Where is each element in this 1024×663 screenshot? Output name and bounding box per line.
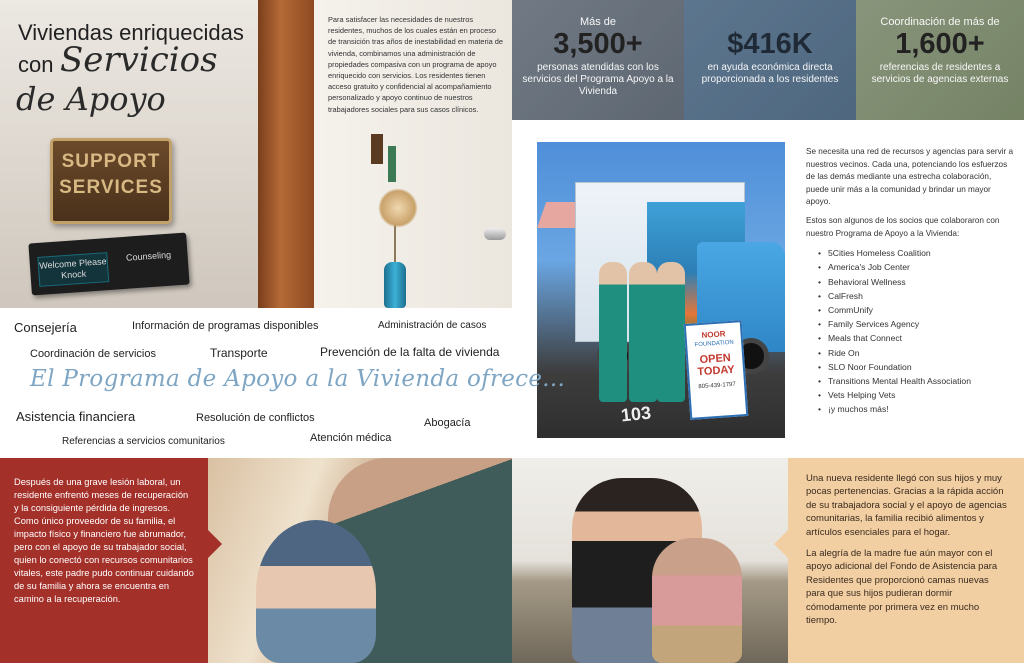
service-counseling: Consejería (14, 320, 77, 335)
staff-person (629, 262, 657, 402)
sign-counseling: Counseling (125, 249, 172, 263)
hero-title-script1: Servicios (60, 40, 218, 80)
stat-value: $416K (727, 28, 813, 60)
stat-referrals (856, 0, 1024, 120)
sign-phone: 805-439-1797 (698, 381, 736, 391)
outreach-truck-photo (537, 142, 785, 438)
parking-number: 103 (619, 402, 652, 426)
wall-frame (388, 146, 396, 182)
partner-item: • Vets Helping Vets (818, 388, 1014, 402)
story-paragraph: Una nueva residente llegó con sus hijos y muy pocas pertenencias. Gracias a la rápida acción de su trabajadora social y el apoyo de agencias comunitarias, la familia recibió alimentos y artículos esenciales para el hogar. (806, 473, 1007, 538)
door-frame (258, 0, 314, 308)
stat-financial-aid (684, 0, 856, 120)
staff-person (657, 262, 685, 402)
stat-description: referencias de residentes a servicios de agencias externas (871, 62, 1009, 85)
partners-intro2: Estos son algunos de los socios que colaboraron con nuestro Programa de Apoyo a la Vivienda: (806, 215, 1000, 238)
child-figure (652, 538, 742, 663)
hero-body-text: Para satisfacer las necesidades de nuestros residentes, muchos de los cuales están en proceso de transición tras años de inestabilidad en materia de vivienda, combinamos una administración de propiedades compasiva con un programa de apoyo enriquecido con servicios. Los residentes tienen acceso gratuito y confidencial al acompañamiento personalizado y apoyo continuo de nuestros trabajadores sociales para sus casos clínicos. (328, 15, 504, 114)
child-figure (256, 520, 376, 663)
plaque-line2: SERVICES (59, 177, 163, 198)
wall-frame (371, 134, 383, 164)
stat-value: 3,500+ (553, 28, 643, 60)
sign-welcome: Welcome Please Knock (37, 252, 109, 287)
service-program-info: Información de programas disponibles (132, 320, 319, 332)
service-financial-assistance: Asistencia financiera (16, 409, 136, 424)
sign-sub: FOUNDATION (694, 339, 734, 349)
stat-value: 1,600+ (895, 28, 985, 60)
flower-image (378, 188, 418, 228)
story-text: Después de una grave lesión laboral, un residente enfrentó meses de recuperación y la consiguiente pérdida de ingresos. Como único proveedor de su familia, el impacto físico y financiero fue abrumador, pero con el apoyo de su trabajador social, quien lo conectó con recursos comunitarios vitales, este padre pudo continuar cuidando de su familia y ahora se encuentra en camino a la recuperación. (14, 477, 194, 604)
stat-description: en ayuda económica directa proporcionada a los residentes (701, 62, 839, 85)
partners-list (806, 246, 1014, 416)
father-child-photo (208, 458, 512, 663)
open-today-sign (684, 320, 749, 420)
service-transportation: Transporte (210, 346, 268, 360)
partner-item: • SLO Noor Foundation (818, 360, 1014, 374)
partner-item: • 5Cities Homeless Coalition (818, 246, 1014, 260)
partner-item: • Transitions Mental Health Association (818, 374, 1014, 388)
service-advocacy: Abogacía (424, 417, 471, 429)
partner-item: • America's Job Center (818, 260, 1014, 274)
door-knob (484, 228, 506, 240)
sign-brand: NOOR (701, 329, 726, 340)
partners-section (806, 146, 1014, 417)
service-homelessness-prevention: Prevención de la falta de vivienda (320, 345, 500, 359)
staff-person (599, 262, 627, 402)
hero-photo-panel (0, 0, 512, 308)
support-services-plaque (50, 138, 172, 224)
service-medical-care: Atención médica (310, 432, 392, 444)
partner-item: • CalFresh (818, 289, 1014, 303)
plaque-line1: SUPPORT (61, 151, 161, 172)
services-tagline: El Programa de Apoyo a la Vivienda ofrece... (30, 366, 566, 392)
story-paragraph: La alegría de la madre fue aún mayor con el apoyo adicional del Fondo de Asistencia para Residentes que proporcionó camas nuevas para que sus hijos pudieran dormir cómodamente por primera vez en mucho tiempo. (806, 548, 998, 627)
partner-item: • Behavioral Wellness (818, 275, 1014, 289)
stat-prefix: Coordinación de más de (880, 16, 1000, 28)
hero-title-script2: de Apoyo (16, 80, 166, 118)
stat-people-served (512, 0, 684, 120)
story-pointer-arrow (774, 530, 788, 558)
story-new-resident (788, 458, 1024, 663)
partner-item: • Ride On (818, 346, 1014, 360)
service-coordination: Coordinación de servicios (30, 348, 156, 360)
hero-title-line1: Viviendas enriquecidas (18, 20, 244, 45)
stat-description: personas atendidas con los servicios del Programa Apoyo a la Vivienda (522, 62, 674, 97)
door-name-sign (28, 233, 189, 296)
partner-item: • CommUnify (818, 303, 1014, 317)
story-pointer-arrow (208, 530, 222, 558)
partner-item: • Meals that Connect (818, 331, 1014, 345)
mother-child-photo (512, 458, 788, 663)
partners-intro: Se necesita una red de recursos y agencias para servir a nuestros vecinos. Cada una, potenciando los esfuerzos de las demás mediante una estrecha colaboración, puede unir más a la comunidad y brindar un mayor apoyo. (806, 147, 1014, 207)
partner-item: • Family Services Agency (818, 317, 1014, 331)
service-case-management: Administración de casos (378, 320, 487, 331)
service-conflict-resolution: Resolución de conflictos (196, 412, 315, 424)
stat-prefix: Más de (579, 16, 617, 28)
story-injured-father (0, 458, 208, 663)
vase-image (384, 262, 406, 308)
partner-item: • ¡y muchos más! (818, 402, 1014, 416)
hero-title-line2: con (18, 52, 54, 77)
sign-open: OPEN TODAY (697, 351, 736, 379)
service-community-referrals: Referencias a servicios comunitarios (62, 436, 225, 447)
